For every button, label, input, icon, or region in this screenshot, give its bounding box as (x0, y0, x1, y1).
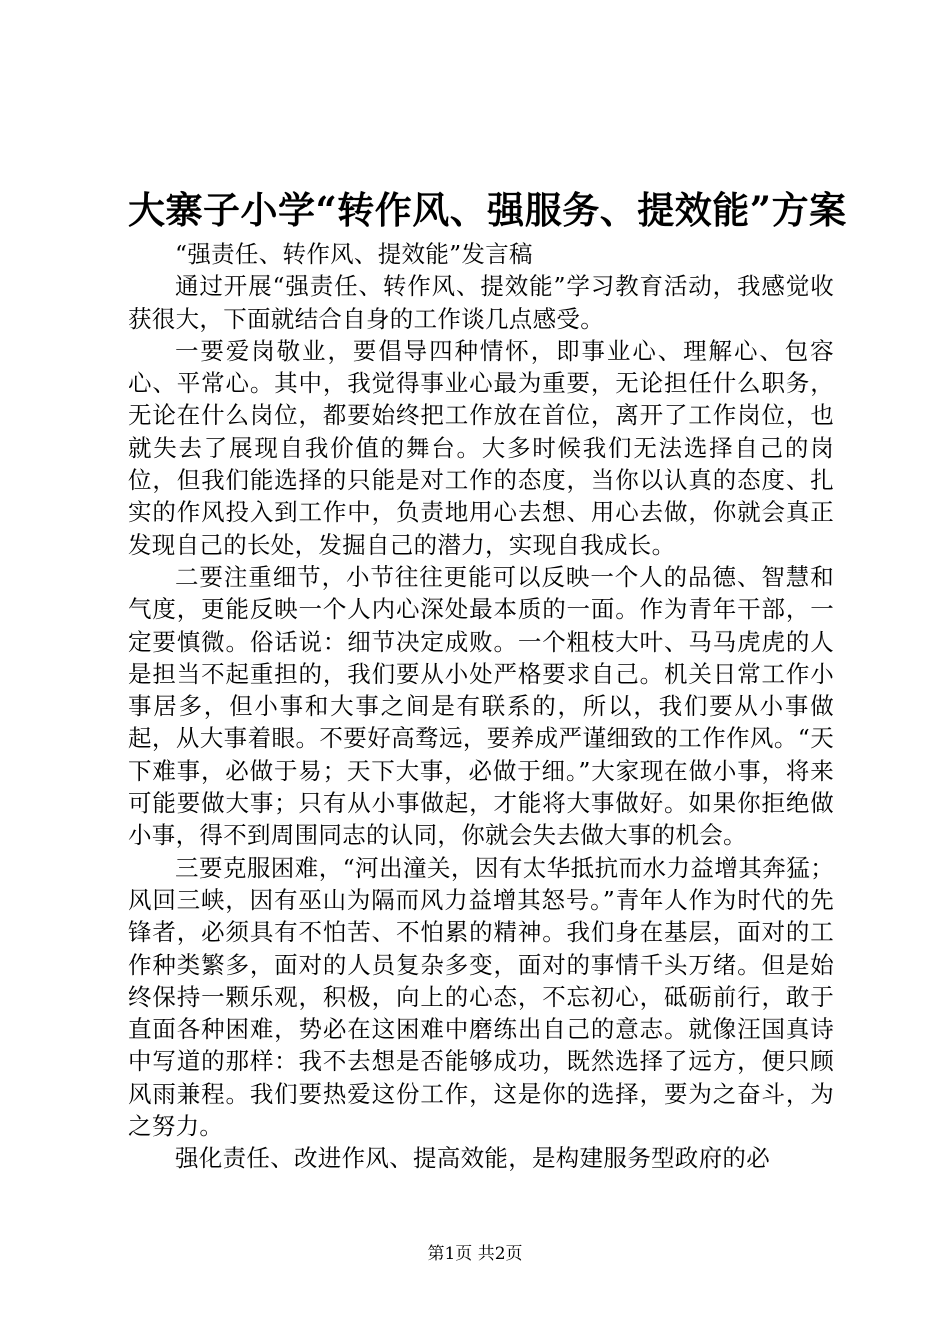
paragraph-difficulties: 三要克服困难，“河出潼关，因有太华抵抗而水力益增其奔猛；风回三峡，因有巫山为隔而风力益增其怒号。”青年人作为时代的先锋者，必须具有不怕苦、不怕累的精神。我们身在基层，面对的工作种类繁多，面对的人员复杂多变，面对的事情千头万绪。但是始终保持一颗乐观，积极，向上的心态，不忘初心，砥砺前行，敢于直面各种困难，势必在这困难中磨练出自己的意志。就像汪国真诗中写道的那样：我不去想是否能够成功，既然选择了远方，便只顾风雨兼程。我们要热爱这份工作，这是你的选择，要为之奋斗，为之努力。 (128, 853, 834, 1141)
intro-paragraph: 通过开展“强责任、转作风、提效能”学习教育活动，我感觉收获很大，下面就结合自身的工作谈几点感受。 (128, 272, 834, 333)
paragraph-dedication: 一要爱岗敬业，要倡导四种情怀，即事业心、理解心、包容心、平常心。其中，我觉得事业心最为重要，无论担任什么职务，无论在什么岗位，都要始终把工作放在首位，离开了工作岗位，也就失去了展现自我价值的舞台。大多时候我们无法选择自己的岗位，但我们能选择的只能是对工作的态度，当你以认真的态度、扎实的作风投入到工作中，负责地用心去想、用心去做，你就会真正发现自己的长处，发掘自己的潜力，实现自我成长。 (128, 336, 834, 559)
paragraph-responsibility: 强化责任、改进作风、提高效能，是构建服务型政府的必 (175, 1144, 770, 1173)
speech-subtitle: “强责任、转作风、提效能”发言稿 (175, 240, 533, 268)
document-body (128, 238, 834, 1175)
document-title: 大寨子小学“转作风、强服务、提效能”方案 (128, 188, 847, 232)
page-number-footer: 第1页 共2页 (427, 1244, 523, 1264)
paragraph-details: 二要注重细节，小节往往更能可以反映一个人的品德、智慧和气度，更能反映一个人内心深处最本质的一面。作为青年干部，一定要慎微。俗话说：细节决定成败。一个粗枝大叶、马马虎虎的人是担当不起重担的，我们要从小处严格要求自己。机关日常工作小事居多，但小事和大事之间是有联系的，所以，我们要从小事做起，从大事着眼。不要好高骛远，要养成严谨细致的工作作风。“天下难事，必做于易；天下大事，必做于细。”大家现在做小事，将来可能要做大事；只有从小事做起，才能将大事做好。如果你拒绝做小事，得不到周围同志的认同，你就会失去做大事的机会。 (128, 562, 834, 850)
